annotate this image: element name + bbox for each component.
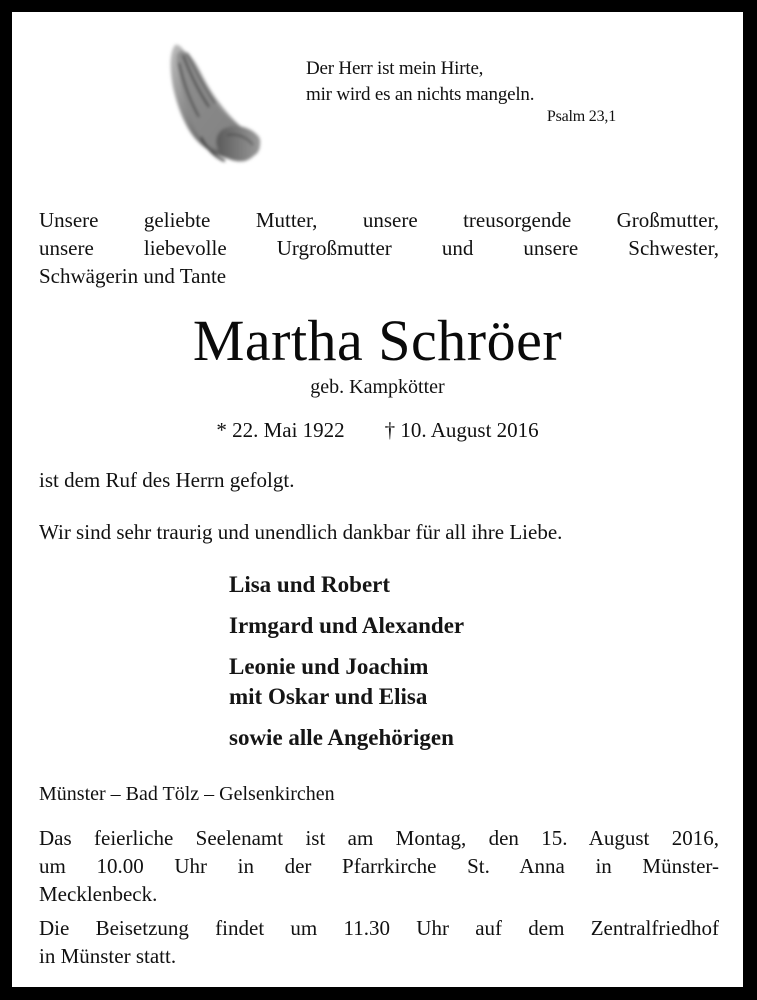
family-entry-line: Leonie und Joachim bbox=[229, 654, 429, 679]
burial-line: in Münster statt. bbox=[39, 944, 177, 968]
praying-hands-icon bbox=[157, 37, 267, 167]
deceased-name: Martha Schröer bbox=[192, 308, 563, 373]
life-dates bbox=[12, 416, 743, 444]
thanks-text: Wir sind sehr traurig und unendlich dankbar für all ihre Liebe. bbox=[39, 520, 563, 544]
family-places: Münster – Bad Tölz – Gelsenkirchen bbox=[39, 783, 335, 805]
verse-reference: Psalm 23,1 bbox=[546, 108, 616, 125]
requiem-line: Mecklenbeck. bbox=[39, 882, 158, 906]
requiem-line: Das feierliche Seelenamt ist am Montag, den 15. August 2016, bbox=[39, 826, 719, 850]
family-entry bbox=[229, 652, 464, 712]
verse-line: Der Herr ist mein Hirte, bbox=[306, 58, 484, 79]
requiem-line: um 10.00 Uhr in der Pfarrkirche St. Anna in Münster- bbox=[39, 854, 719, 878]
followed-text: ist dem Ruf des Herrn gefolgt. bbox=[39, 468, 295, 492]
intro-line: Schwägerin und Tante bbox=[39, 264, 227, 288]
birth-date: * 22. Mai 1922 bbox=[216, 418, 345, 442]
verse-line: mir wird es an nichts mangeln. bbox=[306, 84, 535, 105]
intro-line: Unsere geliebte Mutter, unsere treusorgende Großmutter, bbox=[39, 208, 719, 232]
family-entry-subline: mit Oskar und Elisa bbox=[229, 684, 428, 709]
death-date: † 10. August 2016 bbox=[384, 418, 539, 442]
notice-header bbox=[12, 12, 743, 182]
family-list bbox=[229, 570, 464, 764]
requiem-info bbox=[39, 824, 719, 908]
birth-name: geb. Kampkötter bbox=[310, 376, 445, 398]
family-entry bbox=[229, 570, 464, 600]
bible-verse bbox=[306, 56, 626, 128]
burial-info bbox=[39, 914, 719, 970]
family-entry-line: Irmgard und Alexander bbox=[229, 613, 465, 638]
burial-line: Die Beisetzung findet um 11.30 Uhr auf dem Zentralfriedhof bbox=[39, 916, 719, 940]
intro-line: unsere liebevolle Urgroßmutter und unsere Schwester, bbox=[39, 236, 719, 260]
family-entry-line: Lisa und Robert bbox=[229, 572, 391, 597]
obituary-notice bbox=[12, 12, 743, 987]
family-entry bbox=[229, 611, 464, 641]
family-entry-line: sowie alle Angehörigen bbox=[229, 725, 454, 750]
family-entry bbox=[229, 723, 464, 753]
intro-text bbox=[39, 206, 719, 290]
